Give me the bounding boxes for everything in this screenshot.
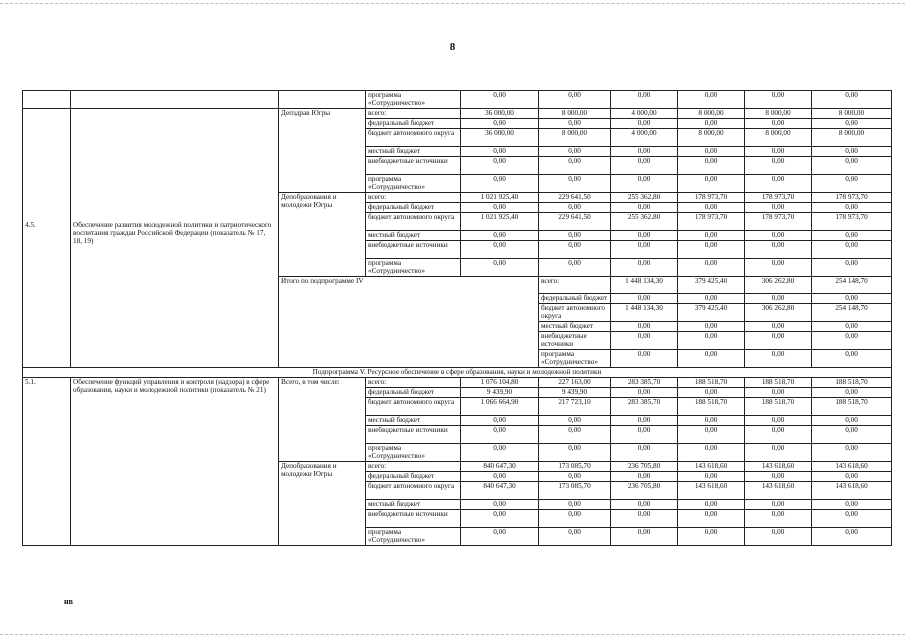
funding-source-label: местный бюджет xyxy=(366,231,461,241)
funding-source-label: программа «Сотрудничество» xyxy=(366,175,461,193)
amount-cell: 0,00 xyxy=(678,157,745,175)
amount-cell: 0,00 xyxy=(611,510,678,528)
amount-cell: 0,00 xyxy=(461,500,539,510)
amount-cell: 8 000,00 xyxy=(745,109,812,119)
funding-source-label: бюджет автономного округа xyxy=(366,482,461,500)
amount-cell: 283 385,70 xyxy=(611,378,678,388)
amount-cell: 0,00 xyxy=(678,416,745,426)
amount-cell: 0,00 xyxy=(611,91,678,109)
amount-cell: 0,00 xyxy=(745,119,812,129)
funding-source-label: федеральный бюджет xyxy=(539,294,611,304)
amount-cell: 306 262,80 xyxy=(745,277,812,294)
amount-cell: 143 618,60 xyxy=(678,462,745,472)
amount-cell: 8 000,00 xyxy=(745,129,812,147)
amount-cell: 1 076 104,80 xyxy=(461,378,539,388)
funding-source-label: всего: xyxy=(539,277,611,294)
amount-cell: 0,00 xyxy=(539,157,611,175)
funding-source-label: программа «Сотрудничество» xyxy=(366,91,461,109)
amount-cell: 0,00 xyxy=(812,147,892,157)
amount-cell: 0,00 xyxy=(812,528,892,546)
amount-cell: 0,00 xyxy=(461,259,539,277)
amount-cell: 0,00 xyxy=(678,332,745,350)
amount-cell: 254 148,70 xyxy=(812,304,892,322)
funding-source-label: всего: xyxy=(366,193,461,203)
executor-depzdrav: Депздрав Югры xyxy=(279,109,366,193)
amount-cell: 0,00 xyxy=(745,259,812,277)
amount-cell: 0,00 xyxy=(812,241,892,259)
amount-cell: 9 439,90 xyxy=(461,388,539,398)
amount-cell: 0,00 xyxy=(611,231,678,241)
num-cell xyxy=(23,91,71,109)
amount-cell: 0,00 xyxy=(812,472,892,482)
amount-cell: 173 085,70 xyxy=(539,482,611,500)
amount-cell: 0,00 xyxy=(611,416,678,426)
amount-cell: 0,00 xyxy=(678,119,745,129)
amount-cell: 0,00 xyxy=(461,231,539,241)
amount-cell: 0,00 xyxy=(539,426,611,444)
amount-cell: 178 973,70 xyxy=(745,213,812,231)
amount-cell: 0,00 xyxy=(678,322,745,332)
amount-cell: 0,00 xyxy=(539,259,611,277)
funding-source-label: программа «Сотрудничество» xyxy=(366,444,461,462)
funding-source-label: внебюджетные источники xyxy=(366,510,461,528)
amount-cell: 0,00 xyxy=(678,203,745,213)
item-4-5-number: 4.5. xyxy=(25,221,36,229)
amount-cell: 0,00 xyxy=(812,231,892,241)
amount-cell: 0,00 xyxy=(678,91,745,109)
amount-cell: 0,00 xyxy=(678,259,745,277)
amount-cell: 840 647,30 xyxy=(461,482,539,500)
amount-cell: 8 000,00 xyxy=(678,129,745,147)
amount-cell: 0,00 xyxy=(745,147,812,157)
amount-cell: 0,00 xyxy=(461,119,539,129)
amount-cell: 0,00 xyxy=(611,157,678,175)
amount-cell: 0,00 xyxy=(812,500,892,510)
amount-cell: 1 021 925,40 xyxy=(461,193,539,203)
amount-cell: 0,00 xyxy=(678,147,745,157)
funding-source-label: программа «Сотрудничество» xyxy=(366,259,461,277)
amount-cell: 0,00 xyxy=(812,350,892,368)
num-cell-4-5 xyxy=(23,109,71,368)
executor-5-1-dep: Депобразования и молодежи Югры xyxy=(279,462,366,546)
funding-source-label: федеральный бюджет xyxy=(366,388,461,398)
amount-cell: 9 439,90 xyxy=(539,388,611,398)
amount-cell: 0,00 xyxy=(461,147,539,157)
amount-cell: 143 618,60 xyxy=(812,462,892,472)
amount-cell: 178 973,70 xyxy=(812,213,892,231)
amount-cell: 0,00 xyxy=(745,91,812,109)
amount-cell: 36 000,00 xyxy=(461,109,539,119)
funding-source-label: федеральный бюджет xyxy=(366,203,461,213)
amount-cell: 0,00 xyxy=(678,500,745,510)
amount-cell: 0,00 xyxy=(611,147,678,157)
amount-cell: 0,00 xyxy=(539,416,611,426)
total-sub4-label: Итого по подпрограмме IV xyxy=(279,277,539,368)
funding-source-label: внебюджетные источники xyxy=(366,426,461,444)
amount-cell: 8 000,00 xyxy=(812,129,892,147)
funding-source-label: внебюджетные источники xyxy=(539,332,611,350)
amount-cell: 0,00 xyxy=(611,241,678,259)
amount-cell: 188 518,70 xyxy=(812,398,892,416)
amount-cell: 0,00 xyxy=(461,416,539,426)
amount-cell: 0,00 xyxy=(745,332,812,350)
amount-cell: 0,00 xyxy=(745,426,812,444)
amount-cell: 0,00 xyxy=(539,119,611,129)
amount-cell: 0,00 xyxy=(611,294,678,304)
amount-cell: 143 618,60 xyxy=(812,482,892,500)
funding-source-label: всего: xyxy=(366,109,461,119)
amount-cell: 0,00 xyxy=(812,157,892,175)
amount-cell: 255 362,80 xyxy=(611,213,678,231)
amount-cell: 0,00 xyxy=(539,203,611,213)
amount-cell: 0,00 xyxy=(678,294,745,304)
amount-cell: 379 425,40 xyxy=(678,277,745,294)
amount-cell: 0,00 xyxy=(611,322,678,332)
name-cell-5-1: Обеспечение функций управления и контроля (надзора) в сфере образования, науки и молодежной политики (показатель № 21) xyxy=(71,378,279,546)
amount-cell: 0,00 xyxy=(539,175,611,193)
amount-cell: 0,00 xyxy=(611,332,678,350)
amount-cell: 0,00 xyxy=(461,157,539,175)
amount-cell: 173 085,70 xyxy=(539,462,611,472)
table-row xyxy=(23,378,892,388)
spacer xyxy=(25,109,68,221)
amount-cell: 306 262,80 xyxy=(745,304,812,322)
amount-cell: 0,00 xyxy=(678,528,745,546)
footer-mark: нв xyxy=(64,597,73,606)
amount-cell: 0,00 xyxy=(539,500,611,510)
table-row xyxy=(23,109,892,119)
amount-cell: 0,00 xyxy=(611,350,678,368)
amount-cell: 236 705,80 xyxy=(611,482,678,500)
amount-cell: 0,00 xyxy=(745,388,812,398)
amount-cell: 1 448 134,30 xyxy=(611,277,678,294)
amount-cell: 217 723,10 xyxy=(539,398,611,416)
amount-cell: 0,00 xyxy=(678,510,745,528)
funding-source-label: местный бюджет xyxy=(366,500,461,510)
amount-cell: 0,00 xyxy=(611,528,678,546)
item-4-5-name: Обеспечение развития молодежной политики и патриотического воспитания граждан Российской Федерации (показатель № 17, 18, 19) xyxy=(73,221,272,245)
amount-cell: 1 021 925,40 xyxy=(461,213,539,231)
funding-source-label: бюджет автономного округа xyxy=(366,398,461,416)
budget-table xyxy=(22,90,892,546)
amount-cell: 0,00 xyxy=(539,528,611,546)
amount-cell: 188 518,70 xyxy=(745,378,812,388)
amount-cell: 0,00 xyxy=(539,444,611,462)
amount-cell: 8 000,00 xyxy=(539,129,611,147)
amount-cell: 840 647,30 xyxy=(461,462,539,472)
amount-cell: 0,00 xyxy=(611,388,678,398)
amount-cell: 0,00 xyxy=(745,350,812,368)
amount-cell: 283 385,70 xyxy=(611,398,678,416)
amount-cell: 0,00 xyxy=(611,500,678,510)
amount-cell: 254 148,70 xyxy=(812,277,892,294)
funding-source-label: программа «Сотрудничество» xyxy=(539,350,611,368)
amount-cell: 0,00 xyxy=(611,259,678,277)
amount-cell: 143 618,60 xyxy=(745,482,812,500)
amount-cell: 0,00 xyxy=(678,231,745,241)
funding-source-label: местный бюджет xyxy=(366,147,461,157)
amount-cell: 8 000,00 xyxy=(678,109,745,119)
funding-source-label: федеральный бюджет xyxy=(366,119,461,129)
amount-cell: 0,00 xyxy=(745,510,812,528)
amount-cell: 0,00 xyxy=(611,119,678,129)
amount-cell: 4 000,00 xyxy=(611,129,678,147)
amount-cell: 0,00 xyxy=(461,91,539,109)
executor-5-1: Всего, в том числе: xyxy=(279,378,366,462)
amount-cell: 0,00 xyxy=(678,350,745,368)
amount-cell: 0,00 xyxy=(745,416,812,426)
scan-bottom-edge xyxy=(0,634,905,635)
amount-cell: 236 705,80 xyxy=(611,462,678,472)
amount-cell: 0,00 xyxy=(812,416,892,426)
amount-cell: 178 973,70 xyxy=(745,193,812,203)
amount-cell: 0,00 xyxy=(539,241,611,259)
amount-cell: 1 448 134,30 xyxy=(611,304,678,322)
amount-cell: 36 000,00 xyxy=(461,129,539,147)
amount-cell: 0,00 xyxy=(745,241,812,259)
section-5-title: Подпрограмма V. Ресурсное обеспечение в сфере образования, науки и молодежной политики xyxy=(23,368,892,378)
amount-cell: 143 618,60 xyxy=(745,462,812,472)
executor-4-5: Депобразования и молодежи Югры xyxy=(279,193,366,277)
amount-cell: 0,00 xyxy=(611,203,678,213)
page-number: 8 xyxy=(449,41,456,53)
amount-cell: 178 973,70 xyxy=(678,213,745,231)
amount-cell: 188 518,70 xyxy=(812,378,892,388)
amount-cell: 0,00 xyxy=(812,510,892,528)
funding-source-label: внебюджетные источники xyxy=(366,241,461,259)
amount-cell: 0,00 xyxy=(812,119,892,129)
funding-source-label: программа «Сотрудничество» xyxy=(366,528,461,546)
amount-cell: 0,00 xyxy=(812,259,892,277)
amount-cell: 0,00 xyxy=(812,294,892,304)
amount-cell: 143 618,60 xyxy=(678,482,745,500)
funding-source-label: всего: xyxy=(366,378,461,388)
amount-cell: 0,00 xyxy=(745,472,812,482)
amount-cell: 229 641,50 xyxy=(539,193,611,203)
funding-source-label: внебюджетные источники xyxy=(366,157,461,175)
amount-cell: 188 518,70 xyxy=(678,398,745,416)
executor-cell xyxy=(279,91,366,109)
amount-cell: 0,00 xyxy=(812,388,892,398)
amount-cell: 1 066 664,90 xyxy=(461,398,539,416)
amount-cell: 188 518,70 xyxy=(678,378,745,388)
amount-cell: 0,00 xyxy=(611,472,678,482)
amount-cell: 0,00 xyxy=(461,175,539,193)
funding-source-label: всего: xyxy=(366,462,461,472)
funding-source-label: бюджет автономного округа xyxy=(366,129,461,147)
amount-cell: 0,00 xyxy=(745,322,812,332)
amount-cell: 0,00 xyxy=(461,203,539,213)
amount-cell: 0,00 xyxy=(461,444,539,462)
amount-cell: 0,00 xyxy=(611,444,678,462)
amount-cell: 0,00 xyxy=(461,528,539,546)
amount-cell: 0,00 xyxy=(678,241,745,259)
amount-cell: 0,00 xyxy=(812,332,892,350)
amount-cell: 379 425,40 xyxy=(678,304,745,322)
amount-cell: 0,00 xyxy=(678,444,745,462)
amount-cell: 8 000,00 xyxy=(812,109,892,119)
amount-cell: 8 000,00 xyxy=(539,109,611,119)
name-cell-4-5 xyxy=(71,109,279,368)
amount-cell: 0,00 xyxy=(539,231,611,241)
spacer xyxy=(73,109,276,221)
amount-cell: 0,00 xyxy=(611,175,678,193)
amount-cell: 0,00 xyxy=(539,472,611,482)
amount-cell: 0,00 xyxy=(461,241,539,259)
amount-cell: 0,00 xyxy=(812,203,892,213)
funding-source-label: федеральный бюджет xyxy=(366,472,461,482)
funding-source-label: местный бюджет xyxy=(539,322,611,332)
amount-cell: 0,00 xyxy=(745,294,812,304)
name-cell xyxy=(71,91,279,109)
amount-cell: 229 641,50 xyxy=(539,213,611,231)
amount-cell: 0,00 xyxy=(745,203,812,213)
amount-cell: 0,00 xyxy=(745,444,812,462)
amount-cell: 188 518,70 xyxy=(745,398,812,416)
amount-cell: 0,00 xyxy=(745,157,812,175)
amount-cell: 178 973,70 xyxy=(812,193,892,203)
amount-cell: 227 163,00 xyxy=(539,378,611,388)
amount-cell: 0,00 xyxy=(745,528,812,546)
table-row xyxy=(23,91,892,109)
amount-cell: 0,00 xyxy=(812,426,892,444)
amount-cell: 0,00 xyxy=(745,175,812,193)
amount-cell: 0,00 xyxy=(461,472,539,482)
amount-cell: 0,00 xyxy=(745,500,812,510)
amount-cell: 0,00 xyxy=(678,472,745,482)
amount-cell: 0,00 xyxy=(678,175,745,193)
section-header-row xyxy=(23,368,892,378)
funding-source-label: бюджет автономного округа xyxy=(366,213,461,231)
amount-cell: 0,00 xyxy=(812,322,892,332)
amount-cell: 0,00 xyxy=(461,510,539,528)
amount-cell: 0,00 xyxy=(812,91,892,109)
amount-cell: 0,00 xyxy=(539,91,611,109)
amount-cell: 0,00 xyxy=(745,231,812,241)
amount-cell: 0,00 xyxy=(611,426,678,444)
amount-cell: 4 000,00 xyxy=(611,109,678,119)
num-cell-5-1: 5.1. xyxy=(23,378,71,546)
scan-top-edge xyxy=(0,3,905,4)
funding-source-label: местный бюджет xyxy=(366,416,461,426)
amount-cell: 0,00 xyxy=(812,175,892,193)
amount-cell: 0,00 xyxy=(678,388,745,398)
amount-cell: 0,00 xyxy=(539,510,611,528)
amount-cell: 0,00 xyxy=(461,426,539,444)
amount-cell: 0,00 xyxy=(678,426,745,444)
amount-cell: 0,00 xyxy=(539,147,611,157)
amount-cell: 178 973,70 xyxy=(678,193,745,203)
amount-cell: 255 362,80 xyxy=(611,193,678,203)
funding-source-label: бюджет автономного округа xyxy=(539,304,611,322)
amount-cell: 0,00 xyxy=(812,444,892,462)
